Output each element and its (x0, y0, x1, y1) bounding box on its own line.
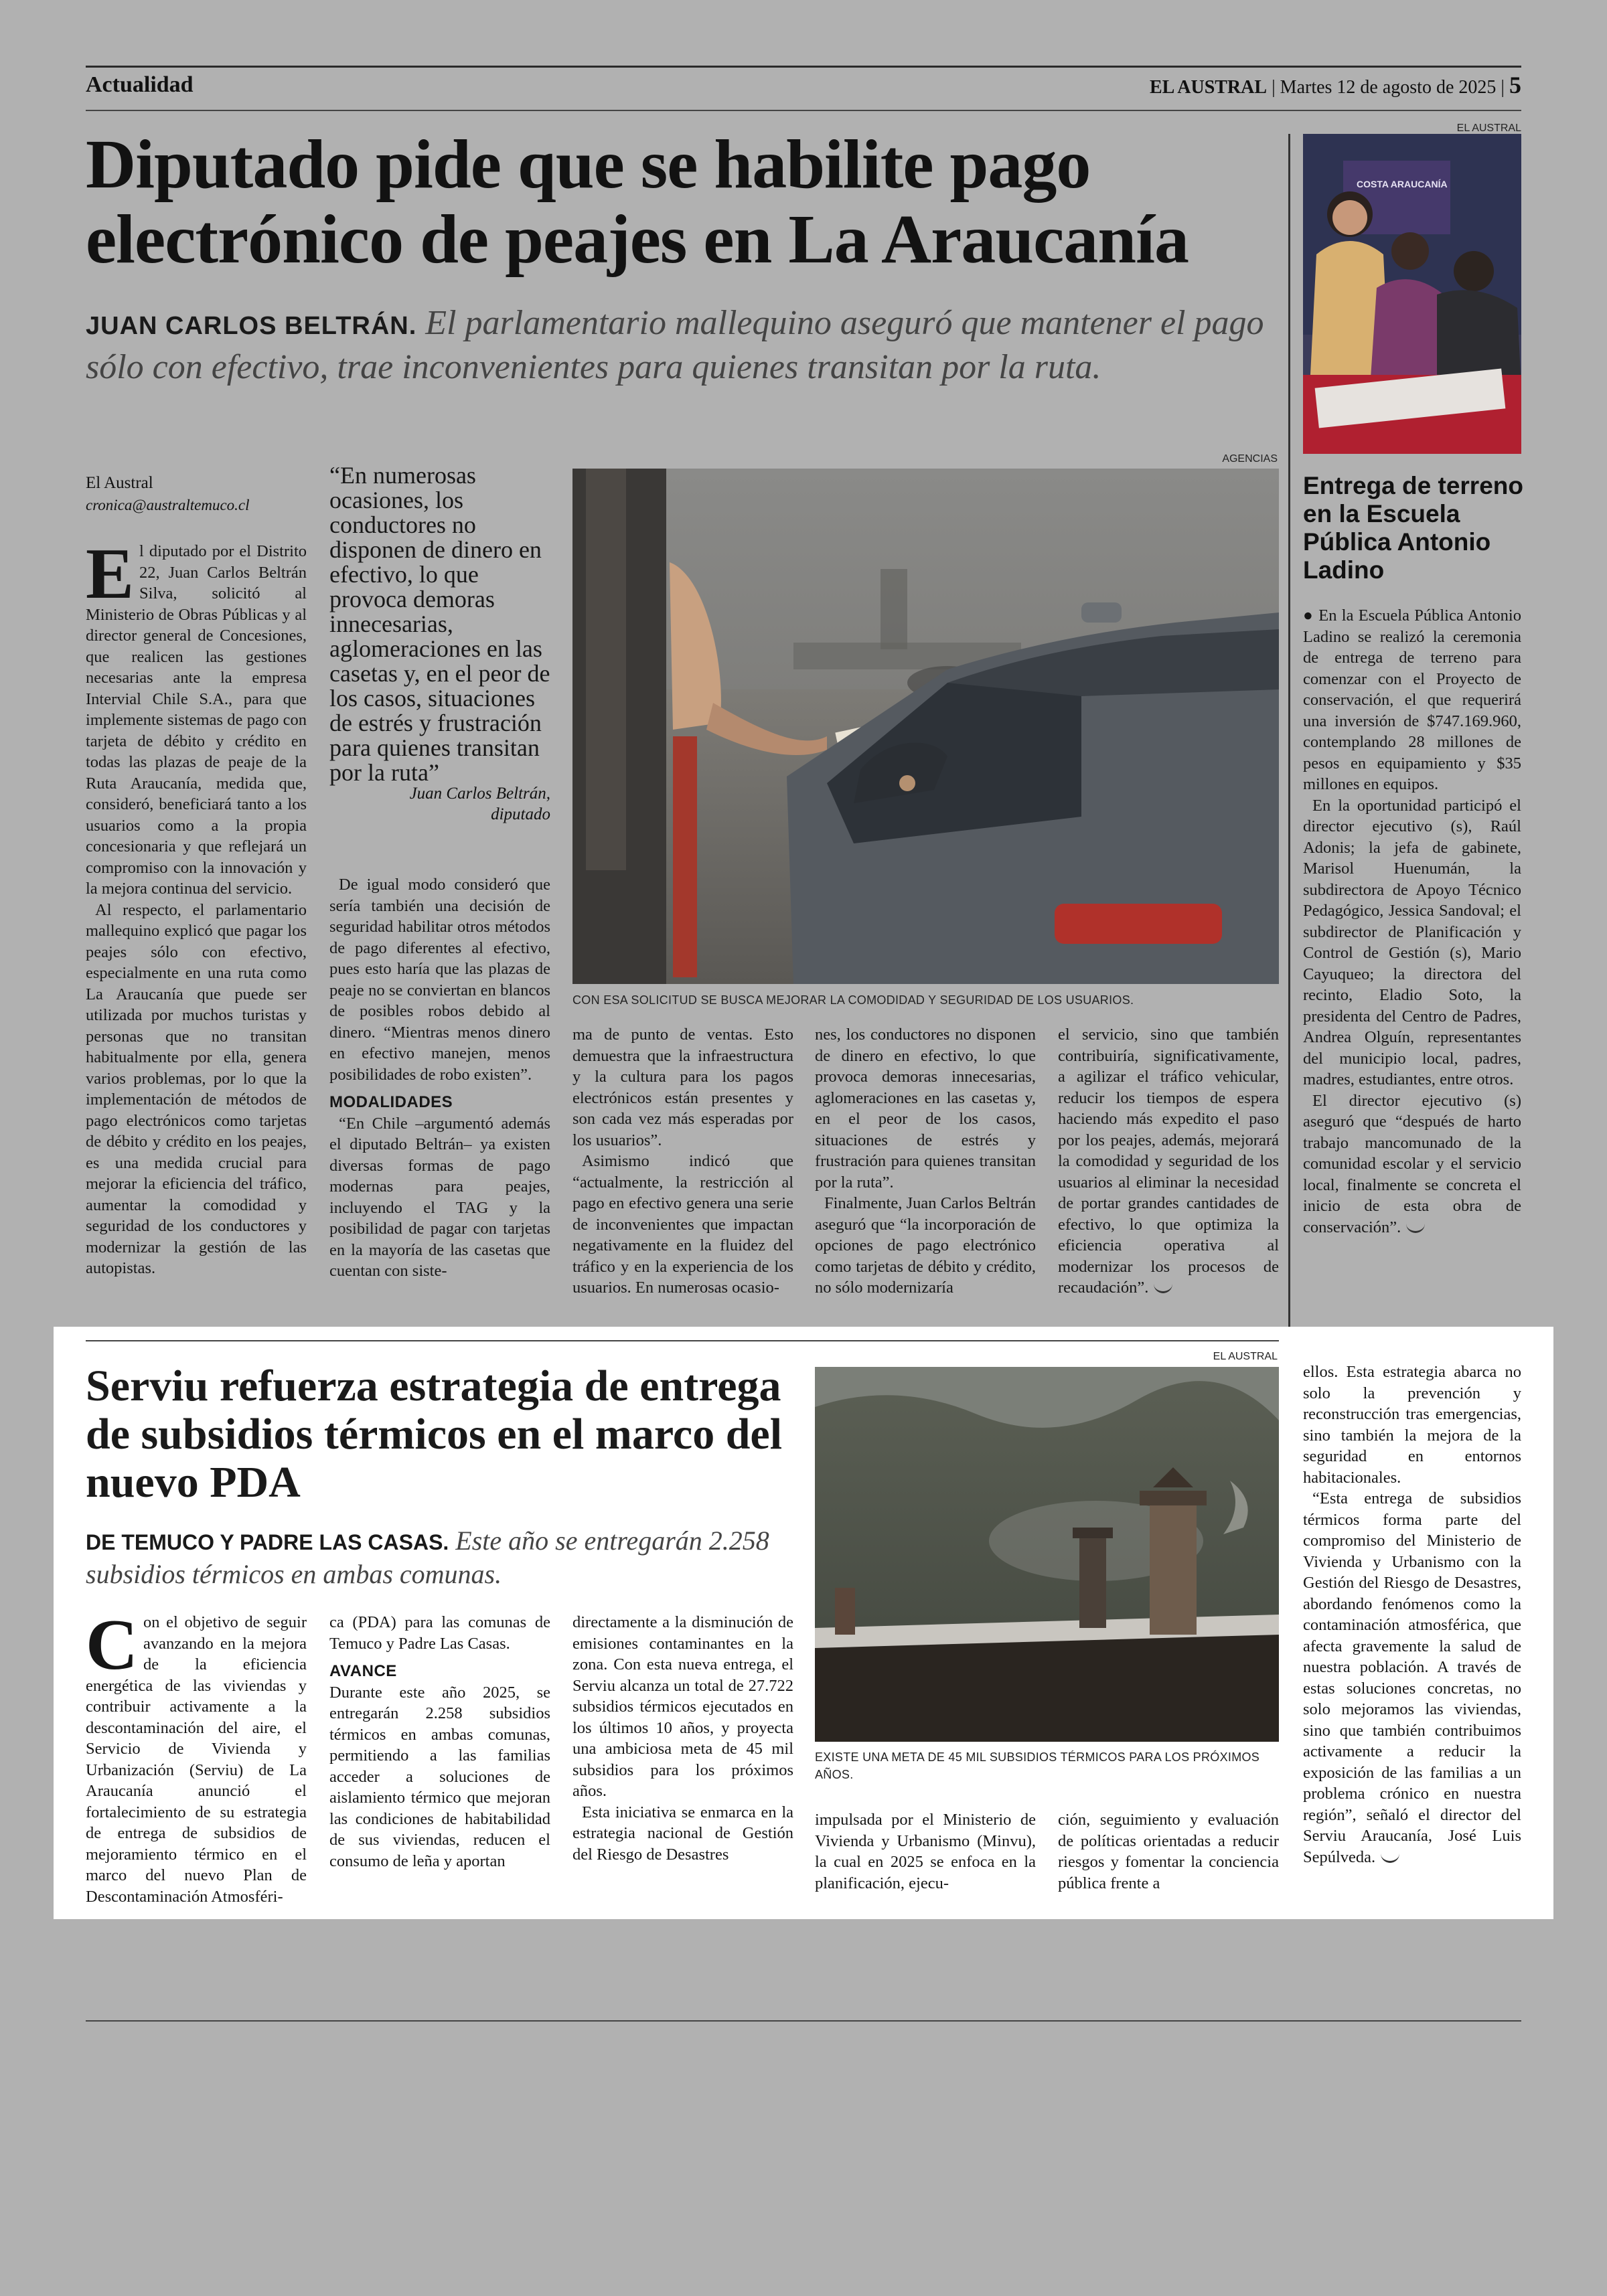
end-mark-icon (1381, 1854, 1399, 1863)
main-lede-text: El parlamentario mallequino aseguró que mantener el pago sólo con efectivo, trae inconvenientes para quienes transitan por la ruta. (86, 304, 1264, 386)
author-email: cronica@australtemuco.cl (86, 497, 250, 513)
second-lede (86, 1525, 795, 1590)
main-photo (572, 469, 1279, 984)
main-col1-p2: Al respecto, el parlamentario mallequino explicó que pagar los peajes sólo con efectivo, especialmente en una ruta como La Araucanía que puede ser utilizada por muchos turistas y personas que no transitan habitualmente por ella, genera varios problemas, por lo que la implementación de métodos de pago electrónicos como tarjetas de débito y crédito en los peajes, es una medida crucial para mejorar la eficiencia del tráfico, aumentar la comodidad y seguridad de los conductores y modernizar la gestión de las autopistas. (86, 900, 307, 1277)
second-col3-p2: Esta iniciativa se enmarca en la estrategia nacional de Gestión del Riesgo de Desastres (572, 1803, 793, 1864)
sidebar-p1: En la Escuela Pública Antonio Ladino se realizó la ceremonia de entrega de terreno para comenzar con el Proyecto de conservación, el que requerirá una inversión de $747.169.960, contemplando 28 millones de pesos en equipamiento y $35 millones en equipos. (1303, 606, 1521, 793)
main-col3-p1: ma de punto de ventas. Esto demuestra que la infraestructura y la cultura para los pagos electrónicos están presentes y son cada vez más esperadas por los usuarios”. (572, 1026, 793, 1149)
main-col2-p1: De igual modo consideró que sería también una decisión de seguridad habilitar otros métodos de pago diferentes al efectivo, pues esto haría que las plazas de peaje no se conviertan en blancos de posibles robos debido al dinero. “Mientras menos dinero en efectivo manejen, menos posibilidades de robo existen”. (329, 876, 550, 1084)
page-number: 5 (1509, 72, 1521, 98)
main-headline: Diputado pide que se habilite pago electrónico de peajes en La Araucanía (86, 126, 1189, 278)
second-col-3 (572, 1612, 793, 1865)
second-col2-p2: Durante este año 2025, se entregarán 2.258 subsidios térmicos en ambas comunas, permitiendo a las familias acceder a soluciones de aislamiento térmico que mejoran las condiciones de habitabilidad de sus viviendas, reducen el consumo de leña y aportan (329, 1683, 550, 1870)
main-col4-p1: nes, los conductores no disponen de dinero en efectivo, lo que provoca demoras innecesarias, aglomeraciones en las casetas y, en el peor de los casos, situaciones de estrés y frustración para quienes transitan por la ruta”. (815, 1026, 1036, 1192)
main-col-5 (1058, 1024, 1279, 1299)
pull-quote-attribution (329, 783, 550, 825)
second-col4-p1: impulsada por el Ministerio de Vivienda y Urbanismo (Minvu), la cual en 2025 se enfoca en la planificación, ejecu- (815, 1811, 1036, 1892)
main-lede (86, 303, 1278, 388)
rooftops-photo (815, 1367, 1279, 1742)
second-photo-credit: EL AUSTRAL (1213, 1351, 1278, 1362)
second-col6-p2: “Esta entrega de subsidios térmicos forma parte del compromiso del Ministerio de Vivienda y Urbanismo con la Gestión del Riesgo de Desastres, abordando fenómenos como la contaminación atmosférica, que afecta gravemente la salud de nuestra población. A través de estas soluciones concretas, no solo mejoramos las viviendas, sino que también contribuimos activamente a reducir la exposición de las familias a un problema crónico en nuestra región”, señaló el director del Serviu Araucanía, José Luis Sepúlveda. (1303, 1489, 1521, 1866)
end-mark-icon (1154, 1284, 1172, 1293)
end-mark-icon (1406, 1224, 1425, 1233)
toll-booth-photo (572, 469, 1279, 984)
main-col4-p2: Finalmente, Juan Carlos Beltrán aseguró que “la incorporación de opciones de pago electrónico como tarjetas de débito y crédito, no sólo modernizaría (815, 1194, 1036, 1297)
main-col-2 (329, 874, 550, 1282)
main-col-1 (86, 534, 307, 1279)
sidebar-p3: El director ejecutivo (s) aseguró que “después de harto trabajo mancomunado de la comunidad escolar y el servicio local, finalmente se concreta el inicio de esta obra de conservación”. (1303, 1091, 1521, 1236)
sidebar-body: ● En la Escuela Pública Antonio Ladino se realizó la ceremonia de entrega de terreno para comenzar con el Proyecto de conservación, el que requerirá una inversión de $747.169.960, contemplando 28 millones de pesos en equipamiento y $35 millones en equipos. En la oportunidad participó el director ejecutivo (s), Raúl Adonis; la jefa de gabinete, Marisol Huenumán, la subdirectora de Apoyo Técnico Pedagógico, Jessica Sandoval; el subdirector de Planificación y Control de Gestión (s), Mario Cayuqueo; la directora del recinto, Eladio Soto, la presidenta del Centro de Padres, Andrea Olguín, representantes del municipio local, padres, madres, estudiantes, entre otros. El director ejecutivo (s) aseguró que “después de harto trabajo mancomunado de la comunidad escolar y el servicio local, finalmente se concreta el inicio de esta obra de conservación”. (1303, 606, 1521, 1236)
main-col3-p2: Asimismo indicó que “actualmente, la restricción al pago en efectivo genera una serie de inconvenientes que impactan negativamente en la fluidez del tráfico y en la experiencia de los usuarios. En numerosas ocasio- (572, 1152, 793, 1297)
second-headline: Serviu refuerza estrategia de entrega de subsidios térmicos en el marco del nuevo PDA (86, 1362, 783, 1507)
quote-name: Juan Carlos Beltrán, (409, 785, 550, 803)
main-col-4 (815, 1024, 1036, 1299)
second-col-4 (815, 1809, 1036, 1894)
second-col3-p1: directamente a la disminución de emisiones contaminantes en la zona. Con esta nueva entrega, el Serviu alcanza un total de 27.722 subsidios térmicos ejecutados en los últimos 10 años, y proyecta una ambiciosa meta de 45 mil subsidios para los próximos años. (572, 1613, 793, 1800)
second-col-2 (329, 1612, 550, 1872)
paper-name: EL AUSTRAL (1149, 77, 1268, 98)
main-col-3 (572, 1024, 793, 1299)
second-dropcap: C (86, 1605, 138, 1685)
main-photo-caption: CON ESA SOLICITUD SE BUSCA MEJORAR LA COMODIDAD Y SEGURIDAD DE LOS USUARIOS. (572, 993, 1134, 1007)
header-rule (86, 110, 1521, 111)
second-photo-caption: EXISTE UNA META DE 45 MIL SUBSIDIOS TÉRMICOS PARA LOS PRÓXIMOS AÑOS. (815, 1750, 1260, 1781)
pull-quote: “En numerosas ocasiones, los conductores no disponen de dinero en efectivo, lo que provoca demoras innecesarias, aglomeraciones en las casetas y, en el peor de los casos, situaciones de estrés y frustración para quienes transitan por la ruta” (329, 462, 550, 786)
main-col2-p2: “En Chile –argumentó además el diputado Beltrán– ya existen diversas formas de pago modernas para peajes, incluyendo el TAG y la posibilidad de pagar con tarjetas en la mayoría de las casetas que cuentan con siste- (329, 1114, 550, 1280)
masthead: EL AUSTRAL | Martes 12 de agosto de 2025 | 5 (1149, 72, 1521, 98)
main-photo-credit: AGENCIAS (1222, 453, 1278, 465)
second-col-5 (1058, 1809, 1279, 1894)
bottom-rule (86, 2020, 1521, 2022)
second-col1-p1: on el objetivo de seguir avanzando en la mejora de la eficiencia energética de las viviendas y contribuir activamente a la descontaminación del aire, el Servicio de Vivienda y Urbanización (Serviu) de La Araucanía anunció el fortalecimiento de su estrategia de entrega de subsidios de mejoramiento térmico en el marco del nuevo Plan de Descontaminación Atmosféri- (86, 1613, 307, 1906)
second-col2-p1: ca (PDA) para las comunas de Temuco y Padre Las Casas. (329, 1613, 550, 1653)
sidebar-photo (1303, 134, 1521, 454)
second-col-1 (86, 1605, 307, 1907)
main-dropcap: E (86, 534, 135, 614)
quote-role: diputado (491, 805, 550, 823)
second-col5-p1: ción, seguimiento y evaluación de políticas orientadas a reducir riesgos y fomentar la conciencia pública frente a (1058, 1811, 1279, 1892)
main-byline: JUAN CARLOS BELTRÁN. (86, 312, 417, 340)
main-col1-p1: l diputado por el Distrito 22, Juan Carlos Beltrán Silva, solicitó al Ministerio de Obras Públicas y al director general de Concesiones, que realicen las gestiones necesarias ante la empresa Intervial Chile S.A., para que implemente sistemas de pago con tarjeta de débito y crédito en todas las plazas de peaje de la Ruta Araucanía, medida que, consideró, beneficiará tanto a los usuarios como a la propia concesionaria y que reflejará un compromiso con la innovación y la mejora continua del servicio. (86, 542, 307, 898)
author-name: El Austral (86, 474, 153, 492)
second-col-6 (1303, 1362, 1521, 1868)
second-byline: DE TEMUCO Y PADRE LAS CASAS. (86, 1530, 449, 1554)
sign-text: COSTA ARAUCANÍA (1357, 179, 1448, 189)
sidebar-rule (1288, 134, 1290, 1329)
sidebar-title: Entrega de terreno en la Escuela Pública Antonio Ladino (1303, 472, 1523, 584)
main-col5-p1: el servicio, sino que también contribuiría, significativamente, a agilizar el tráfico vehicular, reducir los tiempos de espera haciendo más expedito el paso por los peajes, además, mejorará la comodidad y seguridad de los usuarios al eliminar la necesidad de portar grandes cantidades de efectivo, lo que optimiza la eficiencia operativa al modernizar los procesos de recaudación”. (1058, 1026, 1279, 1297)
issue-date: Martes 12 de agosto de 2025 (1280, 77, 1497, 98)
second-photo (815, 1367, 1279, 1742)
second-subhead: AVANCE (329, 1662, 397, 1680)
sidebar-photo-credit: EL AUSTRAL (1456, 122, 1521, 134)
main-subhead: MODALIDADES (329, 1093, 453, 1111)
top-rule (86, 66, 1521, 68)
sidebar-p2: En la oportunidad participó el director ejecutivo (s), Raúl Adonis; la jefa de gabinete, Marisol Huenumán, la subdirectora de Apoyo Técnico Pedagógico, Jessica Sandoval; el subdirector de Planificación y Control de Gestión (s), Mario Cayuqueo; la directora del recinto, Eladio Soto, la presidenta del Centro de Padres, Andrea Olguín, representantes del municipio local, padres, madres, estudiantes, entre otros. (1303, 796, 1521, 1088)
second-article-rule (86, 1340, 1279, 1341)
second-col6-p1: ellos. Esta estrategia abarca no solo la prevención y reconstrucción tras emergencias, sino también la mejora de la seguridad en entornos habitacionales. (1303, 1363, 1521, 1487)
second-lede-text: Este año se entregarán 2.258 subsidios térmicos en ambas comunas. (86, 1526, 769, 1589)
ceremony-photo (1303, 134, 1521, 454)
section-label: Actualidad (86, 72, 194, 97)
